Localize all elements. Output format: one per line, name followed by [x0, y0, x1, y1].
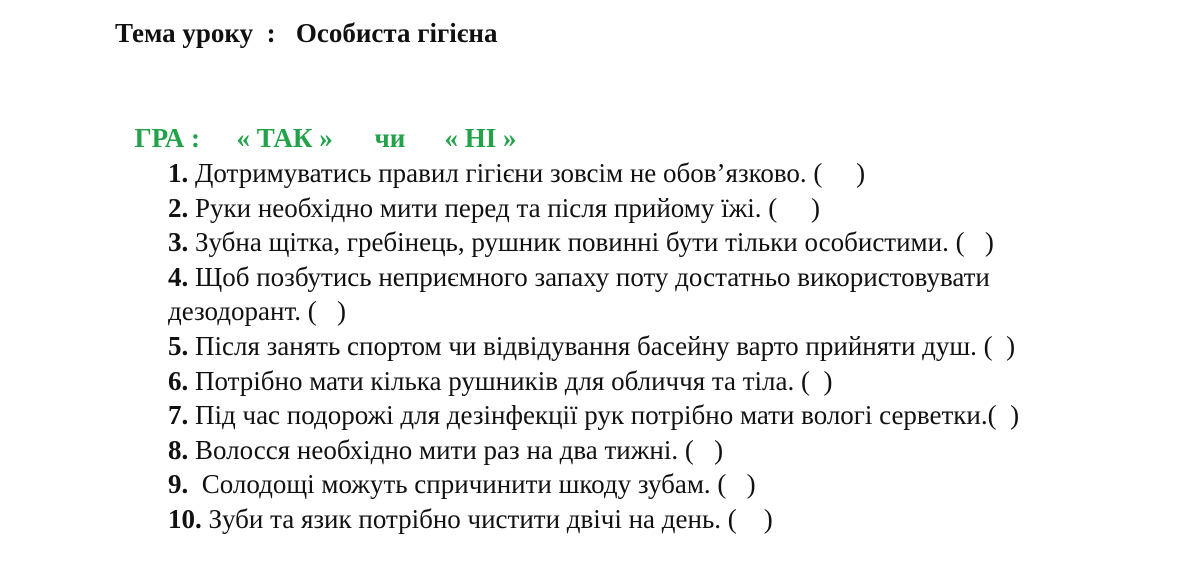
question-item-2	[168, 191, 1178, 226]
question-text: Щоб позбутись неприємного запаху поту достатньо використовувати	[188, 261, 990, 292]
question-item-10	[168, 502, 1178, 537]
question-text: Потрібно мати кілька рушників для обличчя та тіла. ( )	[188, 365, 833, 396]
game-no-option: « НІ »	[444, 123, 517, 153]
question-number: 8.	[168, 434, 189, 465]
question-item-1	[168, 156, 1178, 191]
question-text: дезодорант. ( )	[168, 296, 346, 327]
question-number: 9.	[168, 469, 189, 500]
question-text: Руки необхідно мити перед та після прийому їжі. ( )	[188, 192, 820, 223]
question-item-6	[168, 364, 1178, 399]
game-heading	[121, 87, 517, 155]
question-item-8	[168, 433, 1178, 468]
question-text: Зубна щітка, гребінець, рушник повинні бути тільки особистими. ( )	[188, 227, 994, 258]
question-item-4-continued	[168, 294, 1178, 329]
game-or-word: чи	[374, 123, 406, 153]
question-number: 3.	[168, 227, 189, 258]
question-number: 4.	[168, 261, 189, 292]
question-text: Солодощі можуть спричинити шкоду зубам. ( )	[188, 469, 756, 500]
question-item-7	[168, 398, 1178, 433]
question-item-9	[168, 467, 1178, 502]
game-label: ГРА :	[134, 123, 200, 153]
question-number: 1.	[168, 158, 189, 188]
game-yes-option: « ТАК »	[236, 123, 333, 153]
question-item-3	[168, 225, 1178, 260]
question-number: 2.	[168, 192, 189, 223]
question-item-4	[168, 260, 1178, 295]
question-text: Волосся необхідно мити раз на два тижні. ( )	[188, 434, 724, 465]
question-number: 10.	[168, 503, 202, 534]
question-text: Зуби та язик потрібно чистити двічі на день. ( )	[201, 503, 773, 534]
question-number: 7.	[168, 400, 189, 431]
question-text: Дотримуватись правил гігієни зовсім не обов’язково. ( )	[188, 158, 866, 188]
question-text: Після занять спортом чи відвідування басейну варто прийняти душ. ( )	[188, 330, 1016, 361]
question-list	[168, 156, 1178, 537]
question-number: 6.	[168, 365, 189, 396]
question-number: 5.	[168, 330, 189, 361]
question-item-5	[168, 329, 1178, 364]
lesson-topic: Тема уроку : Особиста гігієна	[115, 18, 498, 48]
question-text: Під час подорожі для дезінфекції рук потрібно мати вологі серветки.( )	[188, 400, 1020, 431]
